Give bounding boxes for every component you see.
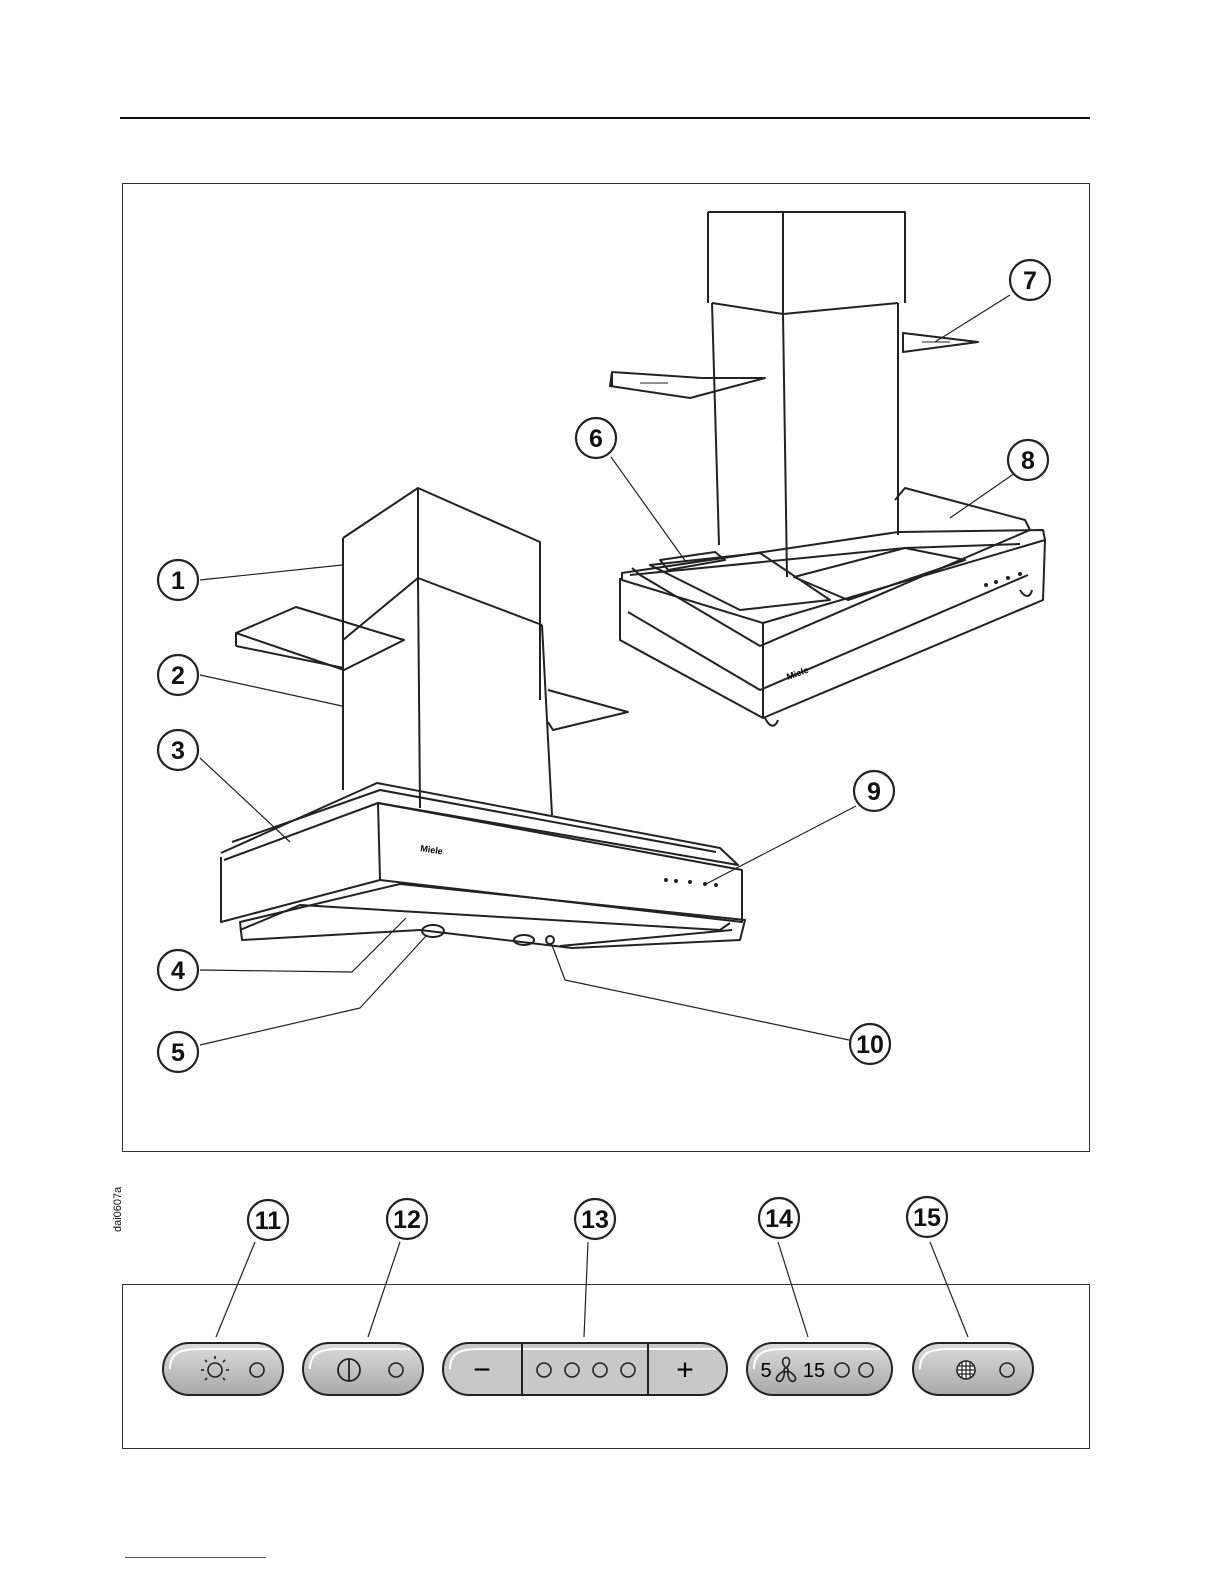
fan-plus-button[interactable]: + [676, 1353, 694, 1387]
callout-2: 2 [171, 662, 185, 690]
callout-6: 6 [589, 425, 603, 453]
rear-hood [610, 212, 1045, 726]
brand-mark-rear: Miele [785, 664, 810, 682]
callout-circles [158, 260, 1050, 1240]
callout-1: 1 [171, 567, 185, 595]
figure-code: dai0607a [112, 1186, 124, 1232]
callout-15: 15 [913, 1204, 941, 1232]
callout-10: 10 [856, 1031, 884, 1059]
brand-mark-front: Miele [419, 843, 444, 857]
callout-9: 9 [867, 778, 881, 806]
run-on-15-label: 15 [802, 1360, 826, 1382]
canopy-control-dots [664, 572, 1022, 887]
run-on-5-label: 5 [760, 1360, 772, 1382]
bottom-link-underline [125, 1557, 266, 1558]
light-button[interactable] [163, 1343, 283, 1395]
fan-minus-button[interactable]: − [473, 1353, 491, 1387]
filter-button[interactable] [913, 1343, 1033, 1395]
callout-7: 7 [1023, 267, 1037, 295]
callout-14: 14 [765, 1205, 793, 1233]
run-on-button[interactable] [747, 1343, 892, 1395]
callout-11: 11 [254, 1207, 282, 1235]
callout-12: 12 [393, 1206, 421, 1234]
fan-power-control [443, 1343, 727, 1395]
grease-filter-icon [957, 1361, 975, 1379]
callout-13: 13 [581, 1206, 609, 1234]
callout-5: 5 [171, 1039, 185, 1067]
on-off-button[interactable] [303, 1343, 423, 1395]
callout-4: 4 [171, 957, 185, 985]
callout-3: 3 [171, 737, 185, 765]
callout-8: 8 [1021, 447, 1035, 475]
